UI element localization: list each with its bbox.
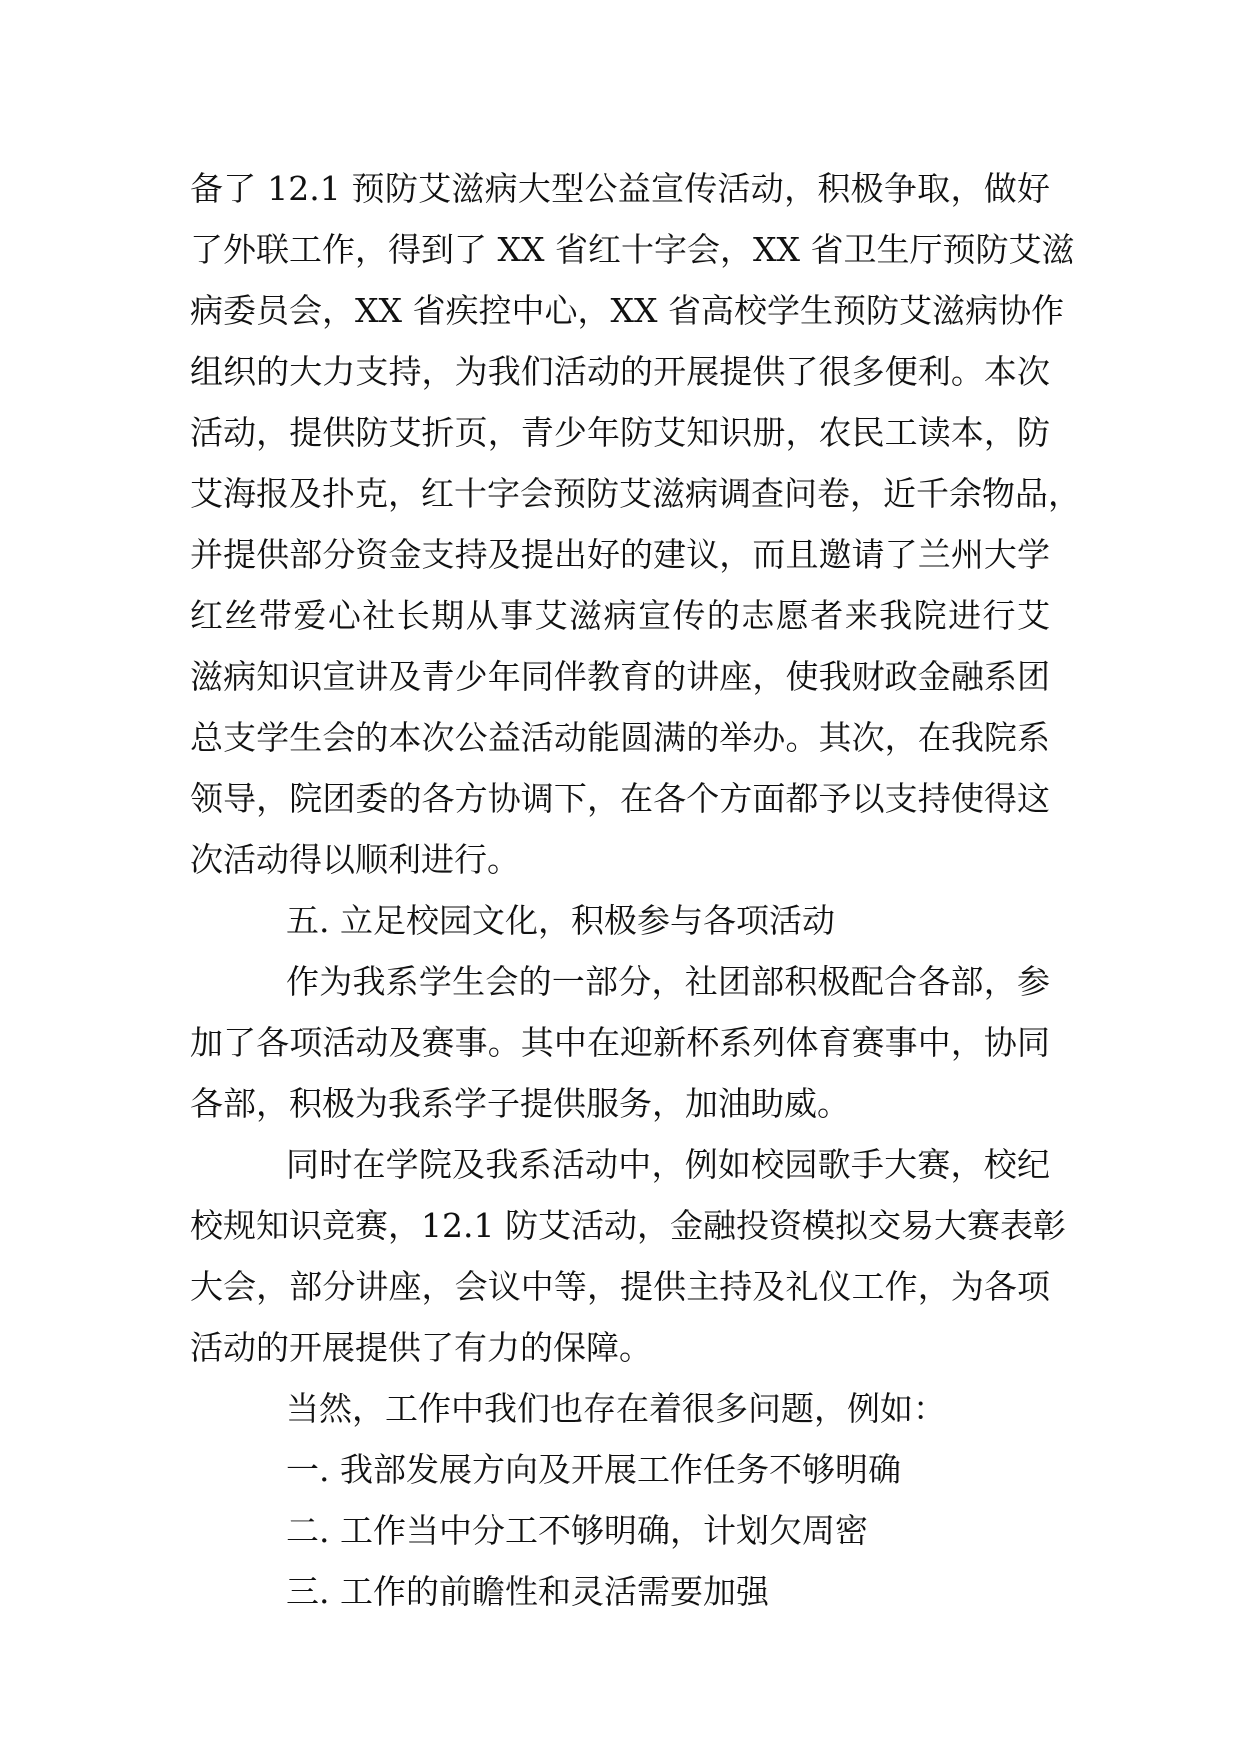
text-line: 并提供部分资金支持及提出好的建议，而且邀请了兰州大学 bbox=[190, 535, 1050, 574]
body-text bbox=[190, 158, 1081, 1622]
text-line: 校规知识竞赛，12.1 防艾活动，金融投资模拟交易大赛表彰 bbox=[190, 1206, 1066, 1245]
text-line: 各部，积极为我系学子提供服务，加油助威。 bbox=[190, 1084, 850, 1123]
text-line: 作为我系学生会的一部分，社团部积极配合各部，参 bbox=[286, 962, 1050, 1001]
text-line: 加了各项活动及赛事。其中在迎新杯系列体育赛事中，协同 bbox=[190, 1023, 1050, 1062]
text-line: 病委员会，XX 省疾控中心，XX 省高校学生预防艾滋病协作 bbox=[190, 291, 1064, 330]
text-line: 活动的开展提供了有力的保障。 bbox=[190, 1328, 652, 1367]
text-line: 组织的大力支持，为我们活动的开展提供了很多便利。本次 bbox=[190, 352, 1050, 391]
text-line: 滋病知识宣讲及青少年同伴教育的讲座，使我财政金融系团 bbox=[190, 657, 1050, 696]
text-line: 活动，提供防艾折页，青少年防艾知识册，农民工读本，防 bbox=[190, 413, 1050, 452]
list-item: 二. 工作当中分工不够明确，计划欠周密 bbox=[286, 1511, 868, 1550]
list-item: 一. 我部发展方向及开展工作任务不够明确 bbox=[286, 1450, 901, 1489]
text-line: 同时在学院及我系活动中，例如校园歌手大赛，校纪 bbox=[286, 1145, 1050, 1184]
text-line: 领导，院团委的各方协调下，在各个方面都予以支持使得这 bbox=[190, 779, 1050, 818]
text-line: 了外联工作，得到了 XX 省红十字会，XX 省卫生厅预防艾滋 bbox=[190, 230, 1075, 269]
section-heading: 五. 立足校园文化，积极参与各项活动 bbox=[286, 901, 835, 940]
text-line: 艾海报及扑克，红十字会预防艾滋病调查问卷，近千余物品， bbox=[190, 474, 1081, 513]
text-line: 红丝带爱心社长期从事艾滋病宣传的志愿者来我院进行艾 bbox=[190, 596, 1050, 635]
text-line: 总支学生会的本次公益活动能圆满的举办。其次，在我院系 bbox=[190, 718, 1050, 757]
list-item: 三. 工作的前瞻性和灵活需要加强 bbox=[286, 1572, 769, 1611]
text-line: 当然，工作中我们也存在着很多问题，例如： bbox=[286, 1389, 946, 1428]
text-line: 次活动得以顺利进行。 bbox=[190, 840, 520, 879]
text-line: 备了 12.1 预防艾滋病大型公益宣传活动，积极争取，做好 bbox=[190, 169, 1050, 208]
text-line: 大会，部分讲座，会议中等，提供主持及礼仪工作，为各项 bbox=[190, 1267, 1050, 1306]
